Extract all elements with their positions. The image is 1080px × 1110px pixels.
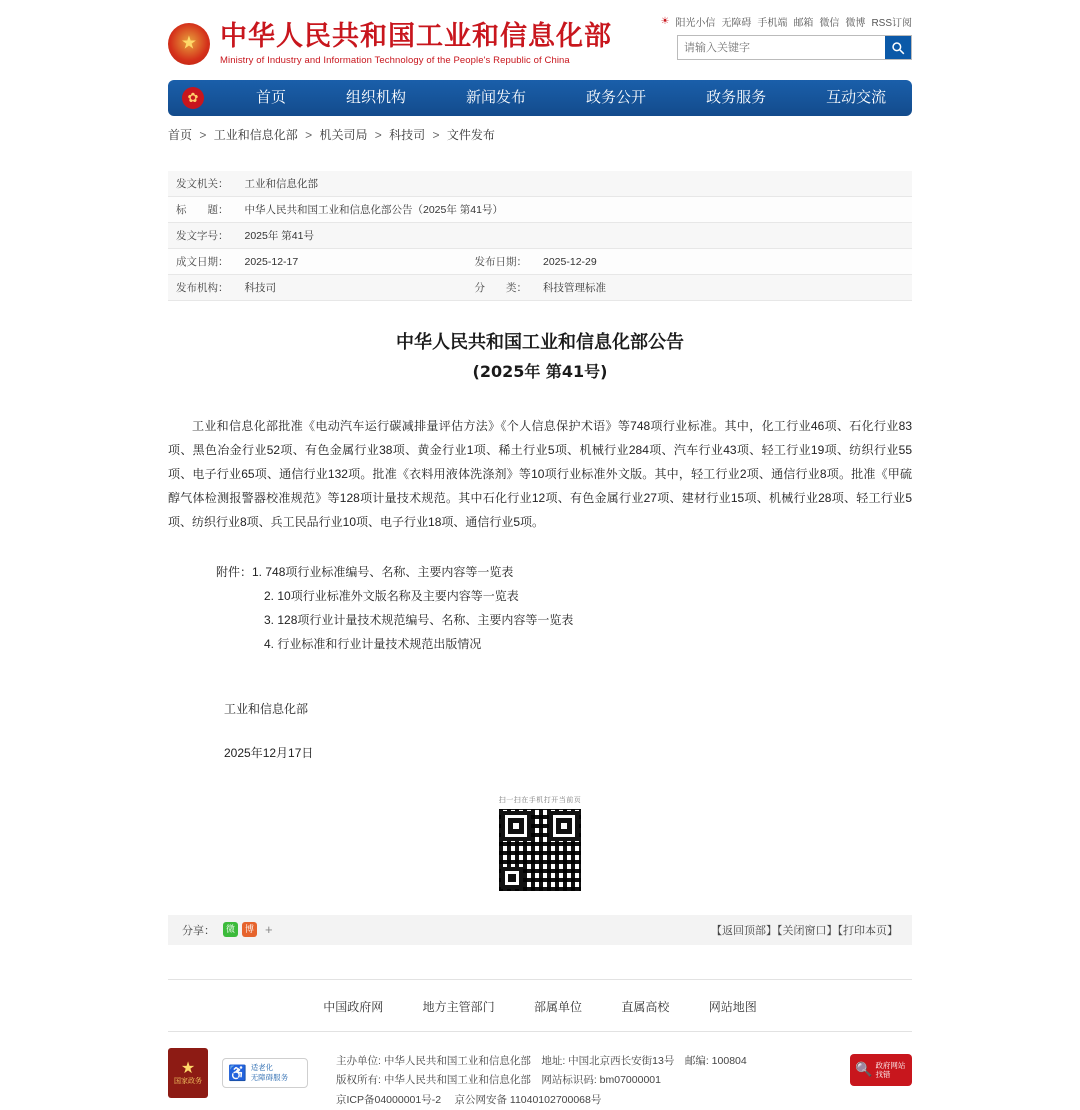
meta-label-3b: 发布日期： (474, 256, 527, 268)
nav-item-org[interactable]: 组织机构 (346, 89, 407, 106)
attachments-block (168, 560, 912, 656)
more-share-icon[interactable]: + (265, 922, 273, 938)
qr-area (168, 795, 912, 893)
meta-label-4b: 分 类： (474, 282, 527, 294)
attachment-item-3[interactable]: 3. 128项行业计量技术规范编号、名称、主要内容等一览表 (264, 612, 574, 627)
nav-item-home[interactable]: 首页 (256, 89, 287, 106)
breadcrumb (0, 116, 1080, 149)
footer-links (0, 980, 1080, 1031)
footer-line-2[interactable]: 京ICP备04000001号-2 京公网安备 11040102700068号 (336, 1093, 602, 1106)
weibo-share-icon[interactable]: 博 (242, 922, 257, 937)
meta-label-1: 标 题： (176, 204, 229, 216)
page-subtitle: (2025年 第41号) (472, 361, 608, 381)
magnifier-icon: 🔍 (855, 1061, 873, 1078)
attachment-item-4[interactable]: 4. 行业标准和行业计量技术规范出版情况 (264, 636, 482, 651)
share-bar (168, 915, 912, 945)
nav-item-interaction[interactable]: 互动交流 (826, 89, 887, 106)
footer-link-2[interactable]: 部属单位 (533, 999, 582, 1014)
website-report-badge[interactable] (850, 1054, 912, 1086)
meta-value-2: 2025年 第41号 (244, 230, 314, 242)
gov-seal-star-icon: ★ (180, 1059, 196, 1077)
national-emblem-icon (168, 23, 210, 65)
site-header (0, 0, 1080, 80)
breadcrumb-item-2[interactable]: 机关司局 (319, 128, 368, 142)
meta-label-4: 发布机构： (176, 282, 229, 294)
top-link-4[interactable]: 微信 (819, 18, 840, 29)
top-link-5[interactable]: 微博 (845, 18, 866, 29)
share-icons (223, 922, 273, 937)
meta-label-0: 发文机关： (176, 178, 229, 190)
top-link-1[interactable]: 无障碍 (721, 18, 752, 29)
top-links (660, 14, 912, 29)
attachment-item-1[interactable]: 附件：1. 748项行业标准编号、名称、主要内容等一览表 (216, 564, 514, 579)
nav-emblem-icon: ✿ (182, 87, 204, 109)
report-line2: 找错 (875, 1069, 891, 1079)
site-logo[interactable] (168, 22, 612, 66)
signature-org: 工业和信息化部 (224, 701, 309, 716)
breadcrumb-sep-1: > (305, 128, 313, 142)
table-row (168, 249, 912, 275)
breadcrumb-item-4[interactable]: 文件发布 (446, 128, 495, 142)
qr-finder-bottom-left (501, 867, 523, 889)
gov-seal-label: 国家政务 (174, 1078, 202, 1086)
footer-link-1[interactable]: 地方主管部门 (422, 999, 495, 1014)
page-actions[interactable]: 【返回顶部】【关闭窗口】【打印本页】 (711, 924, 898, 937)
accessibility-icon: ♿ (228, 1064, 247, 1082)
footer-info (0, 1032, 1080, 1110)
meta-value-4: 科技司 (244, 282, 276, 294)
breadcrumb-sep-3: > (432, 128, 440, 142)
header-utilities (660, 14, 912, 60)
accessibility-line1: 适老化 (250, 1063, 274, 1073)
accessibility-badge[interactable] (222, 1058, 308, 1088)
gov-seal-icon[interactable] (168, 1048, 208, 1098)
footer-line-0: 主办单位: 中华人民共和国工业和信息化部 地址: 中国北京西长安街13号 邮编: 100804 (336, 1054, 747, 1067)
top-link-3[interactable]: 邮箱 (793, 18, 814, 29)
attachment-item-2[interactable]: 2. 10项行业标准外文版名称及主要内容等一览表 (264, 588, 519, 603)
search-input[interactable] (678, 36, 885, 59)
footer-link-4[interactable]: 网站地图 (708, 999, 757, 1014)
breadcrumb-item-3[interactable]: 科技司 (389, 128, 426, 142)
document-paragraph: 工业和信息化部批准《电动汽车运行碳减排量评估方法》《个人信息保护术语》等748项行业标准。其中，化工行业46项、石化行业83项、黑色冶金行业52项、有色金属行业38项、黄金行业1项、稀土行业5项、机械行业284项、汽车行业43项、轻工行业19项、纺织行业55项、电子行业65项、通信行业132项。批准《衣料用液体洗涤剂》等10项行业标准外文版。其中，轻工行业2项、通信行业8项。批准《甲硫醇气体检测报警器校准规范》等128项计量技术规范。其中石化行业12项、有色金属行业27项、建材行业15项、机械行业28项、轻工行业5项、纺织行业8项、兵工民品行业10项、电子行业18项、通信行业5项。 (168, 418, 912, 529)
top-link-0[interactable]: 阳光小信 (675, 18, 716, 29)
sun-icon: ☀ (660, 16, 670, 27)
nav-item-services[interactable]: 政务服务 (706, 89, 767, 106)
document-meta-table (168, 171, 912, 301)
footer-text-block (336, 1052, 747, 1110)
table-row (168, 197, 912, 223)
breadcrumb-item-0[interactable]: 首页 (168, 128, 193, 142)
nav-item-open-affairs[interactable]: 政务公开 (586, 89, 647, 106)
meta-value-1: 中华人民共和国工业和信息化部公告（2025年 第41号） (244, 204, 503, 216)
breadcrumb-sep-2: > (374, 128, 382, 142)
page-title: 中华人民共和国工业和信息化部公告 (396, 332, 684, 353)
share-label: 分享： (182, 924, 215, 937)
signature-block (168, 696, 912, 767)
search-button[interactable] (885, 36, 911, 59)
document-body (168, 414, 912, 534)
footer-link-0[interactable]: 中国政府网 (323, 999, 384, 1014)
meta-value-3: 2025-12-17 (244, 255, 299, 268)
footer-line-1: 版权所有: 中华人民共和国工业和信息化部 网站标识码: bm07000001 (336, 1074, 661, 1087)
top-link-6[interactable]: RSS订阅 (871, 18, 912, 29)
search-icon (891, 41, 905, 55)
main-nav-wrapper (0, 80, 1080, 116)
breadcrumb-item-1[interactable]: 工业和信息化部 (213, 128, 298, 142)
site-title-en: Ministry of Industry and Information Technology of the People's Republic of China (220, 54, 570, 66)
accessibility-line2: 无障碍服务 (250, 1072, 289, 1082)
meta-value-4b: 科技管理标准 (543, 282, 606, 294)
site-title-cn: 中华人民共和国工业和信息化部 (220, 21, 612, 53)
table-row (168, 223, 912, 249)
qr-caption: 扫一扫在手机打开当前页 (498, 796, 582, 804)
top-link-2[interactable]: 手机端 (757, 18, 788, 29)
meta-value-0: 工业和信息化部 (244, 178, 318, 190)
search-box (677, 35, 912, 60)
table-row (168, 171, 912, 197)
meta-value-3b: 2025-12-29 (543, 255, 597, 268)
nav-item-data[interactable]: 工信数据 (946, 89, 1007, 106)
wechat-share-icon[interactable]: 微 (223, 922, 238, 937)
document-container (0, 149, 1080, 945)
report-line1: 政府网站 (875, 1060, 906, 1070)
meta-label-3: 成文日期： (176, 256, 229, 268)
footer-link-3[interactable]: 直属高校 (621, 999, 670, 1014)
qr-code-image (497, 807, 583, 893)
nav-item-news[interactable]: 新闻发布 (466, 89, 527, 106)
main-nav (168, 80, 1007, 116)
breadcrumb-sep-0: > (199, 128, 207, 142)
table-row (168, 275, 912, 301)
signature-date: 2025年12月17日 (224, 746, 314, 761)
meta-label-2: 发文字号： (176, 230, 229, 242)
